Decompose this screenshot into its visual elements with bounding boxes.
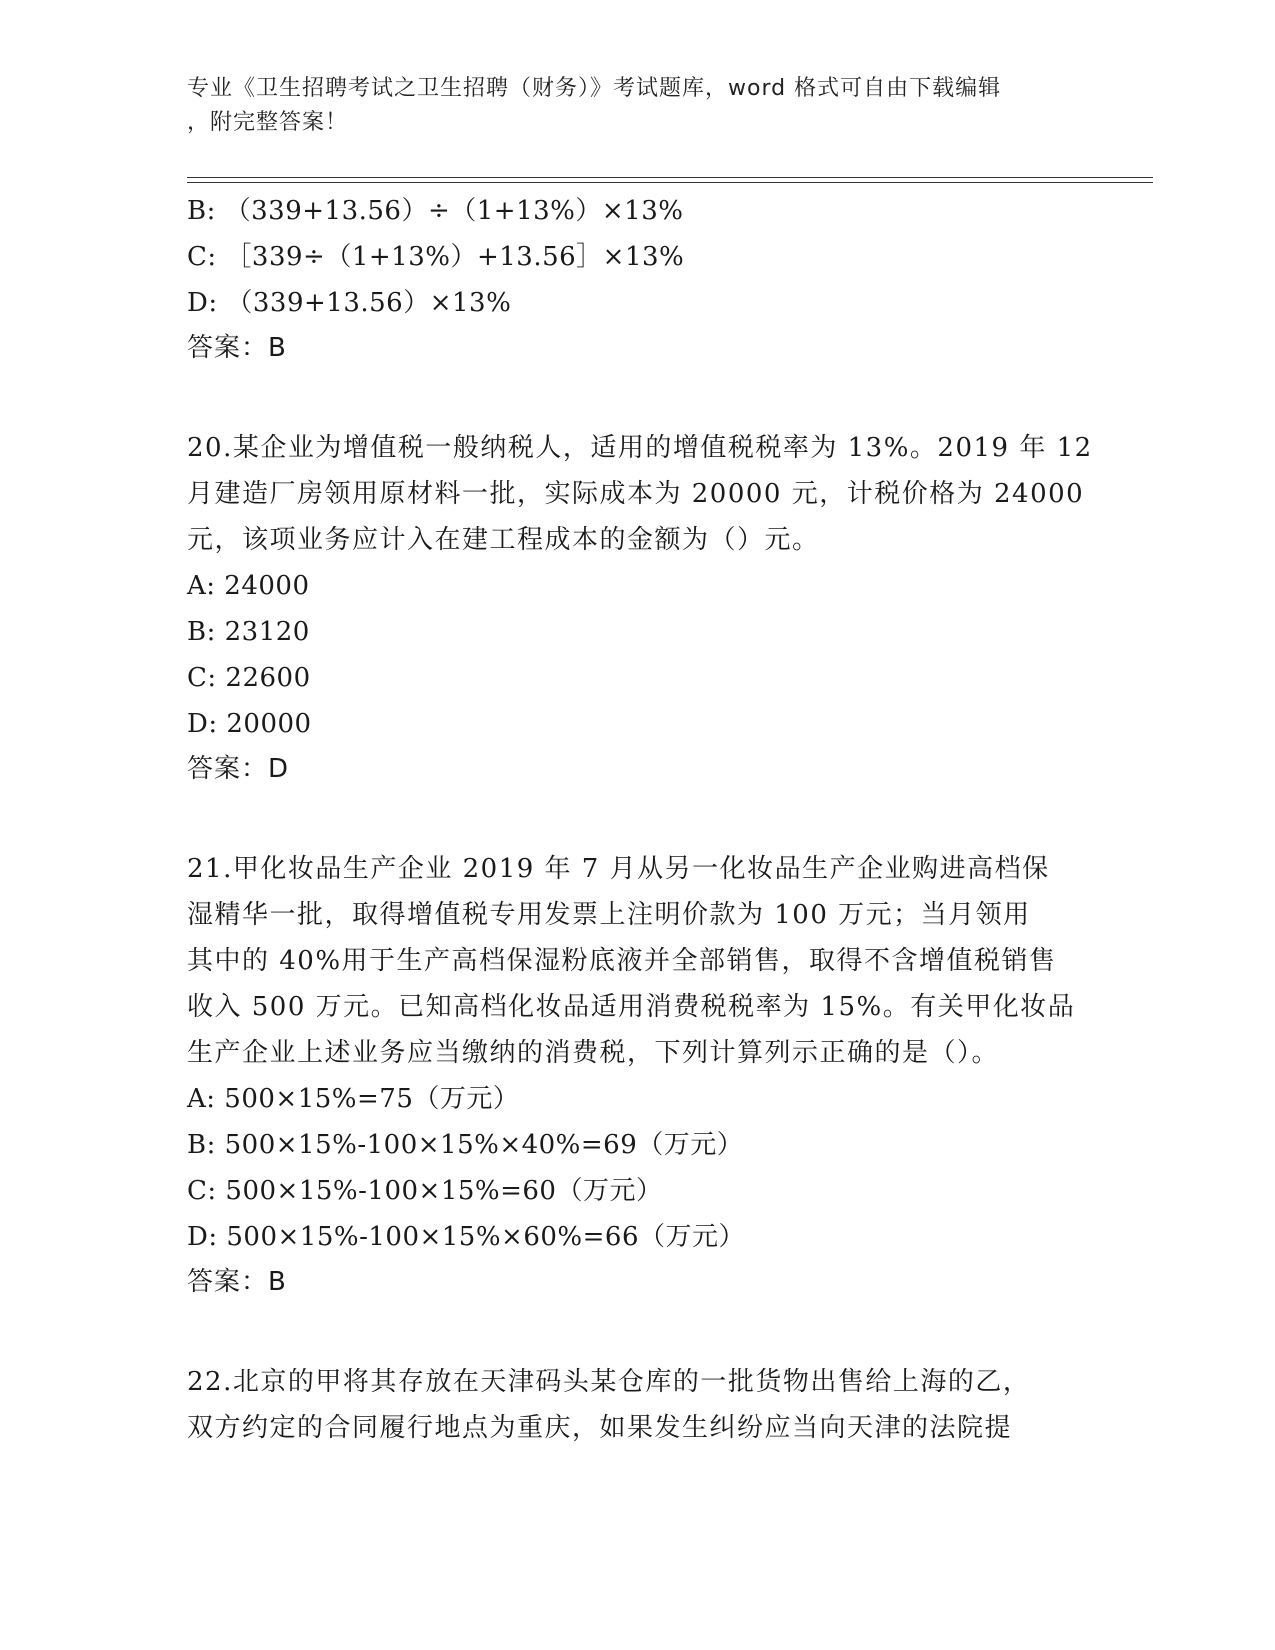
header-line-1: 专业《卫生招聘考试之卫生招聘（财务）》考试题库，word 格式可自由下载编辑 (187, 76, 1002, 101)
question-text (187, 1359, 1087, 1451)
option-b: B: 23120 (187, 617, 310, 647)
question-text (187, 846, 1087, 1076)
question-line: 月建造厂房领用原材料一批，实际成本为 20000 元，计税价格为 24000 (187, 479, 1085, 509)
question-19-tail (187, 188, 1087, 370)
question-line: 生产企业上述业务应当缴纳的消费税，下列计算列示正确的是（）。 (187, 1038, 1000, 1068)
option-d: D: 500×15%-100×15%×60%=66（万元） (187, 1222, 745, 1252)
option-b: B: 500×15%-100×15%×40%=69（万元） (187, 1130, 744, 1160)
option-d: D: 20000 (187, 709, 312, 739)
document-body (187, 188, 1093, 1451)
question-21 (187, 846, 1087, 1304)
question-line: 双方约定的合同履行地点为重庆，如果发生纠纷应当向天津的法院提 (187, 1413, 1013, 1443)
option-b: B: （339+13.56）÷（1+13%）×13% (187, 196, 684, 226)
question-22 (187, 1359, 1087, 1451)
question-text (187, 425, 1093, 563)
question-line: 元，该项业务应计入在建工程成本的金额为（）元。 (187, 525, 820, 555)
option-c: C: 22600 (187, 663, 311, 693)
header-divider-top (187, 177, 1153, 178)
option-a: A: 500×15%=75（万元） (187, 1084, 520, 1114)
question-line: 收入 500 万元。已知高档化妆品适用消费税税率为 15%。有关甲化妆品 (187, 992, 1076, 1022)
option-c: C: ［339÷（1+13%）+13.56］×13% (187, 242, 685, 272)
option-d: D: （339+13.56）×13% (187, 288, 512, 318)
option-a: A: 24000 (187, 571, 310, 601)
question-line: 湿精华一批，取得增值税专用发票上注明价款为 100 万元；当月领用 (187, 900, 1031, 930)
question-line: 20.某企业为增值税一般纳税人，适用的增值税税率为 13%。2019 年 12 (187, 433, 1093, 463)
header-line-2: ，附完整答案！ (187, 110, 349, 135)
question-line: 21.甲化妆品生产企业 2019 年 7 月从另一化妆品生产企业购进高档保 (187, 854, 1050, 884)
document-header (187, 72, 1087, 140)
answer-line: 答案：B (187, 1267, 287, 1297)
question-line: 其中的 40%用于生产高档保湿粉底液并全部销售，取得不含增值税销售 (187, 946, 1057, 976)
option-c: C: 500×15%-100×15%=60（万元） (187, 1176, 663, 1206)
header-divider-bottom (187, 182, 1153, 183)
answer-line: 答案：B (187, 333, 287, 363)
answer-line: 答案：D (187, 754, 290, 784)
question-20 (187, 425, 1093, 791)
question-line: 22.北京的甲将其存放在天津码头某仓库的一批货物出售给上海的乙， (187, 1367, 1031, 1397)
